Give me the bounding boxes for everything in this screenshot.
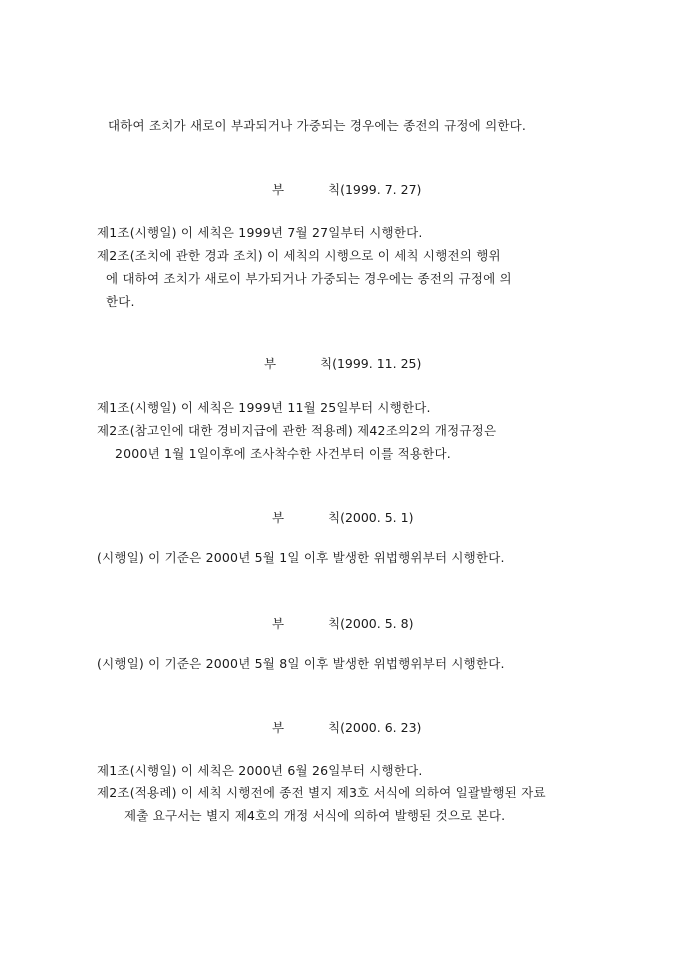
addendum-heading-bu: 부 [272, 720, 285, 735]
continuation-line: 대하여 조치가 새로이 부과되거나 가중되는 경우에는 종전의 규정에 의한다. [108, 118, 527, 133]
addendum-heading-title: 칙(2000. 5. 8) [328, 616, 414, 631]
addendum-heading-bu: 부 [264, 356, 277, 371]
article-line: 제1조(시행일) 이 세칙은 2000년 6월 26일부터 시행한다. [97, 763, 423, 778]
article-line-continued: 한다. [106, 294, 135, 309]
addendum-heading-title: 칙(2000. 5. 1) [328, 510, 414, 525]
addendum-heading-title: 칙(2000. 6. 23) [328, 720, 422, 735]
article-line-continued: 제출 요구서는 별지 제4호의 개정 서식에 의하여 발행된 것으로 본다. [124, 808, 506, 823]
addendum-heading-5 [272, 718, 421, 736]
addendum-heading-2 [264, 354, 421, 372]
article-line: (시행일) 이 기준은 2000년 5월 8일 이후 발생한 위법행위부터 시행한다. [97, 656, 505, 671]
addendum-heading-4 [272, 614, 413, 632]
article-line: 제1조(시행일) 이 세칙은 1999년 7월 27일부터 시행한다. [97, 225, 423, 240]
addendum-heading-bu: 부 [272, 510, 285, 525]
addendum-heading-title: 칙(1999. 11. 25) [320, 356, 422, 371]
addendum-heading-3 [272, 508, 413, 526]
addendum-heading-1 [272, 180, 421, 198]
article-line: 제2조(조치에 관한 경과 조치) 이 세칙의 시행으로 이 세칙 시행전의 행위 [97, 248, 501, 263]
addendum-heading-bu: 부 [272, 616, 285, 631]
article-line-continued: 에 대하여 조치가 새로이 부가되거나 가중되는 경우에는 종전의 규정에 의 [106, 271, 512, 286]
article-line: 제2조(적용례) 이 세칙 시행전에 종전 별지 제3호 서식에 의하여 일괄발행된 자료 [97, 785, 546, 800]
article-line: (시행일) 이 기준은 2000년 5월 1일 이후 발생한 위법행위부터 시행한다. [97, 550, 505, 565]
addendum-heading-bu: 부 [272, 182, 285, 197]
article-line: 제1조(시행일) 이 세칙은 1999년 11월 25일부터 시행한다. [97, 400, 431, 415]
article-line: 제2조(참고인에 대한 경비지급에 관한 적용례) 제42조의2의 개정규정은 [97, 423, 497, 438]
article-line-continued: 2000년 1월 1일이후에 조사착수한 사건부터 이를 적용한다. [115, 446, 451, 461]
addendum-heading-title: 칙(1999. 7. 27) [328, 182, 422, 197]
